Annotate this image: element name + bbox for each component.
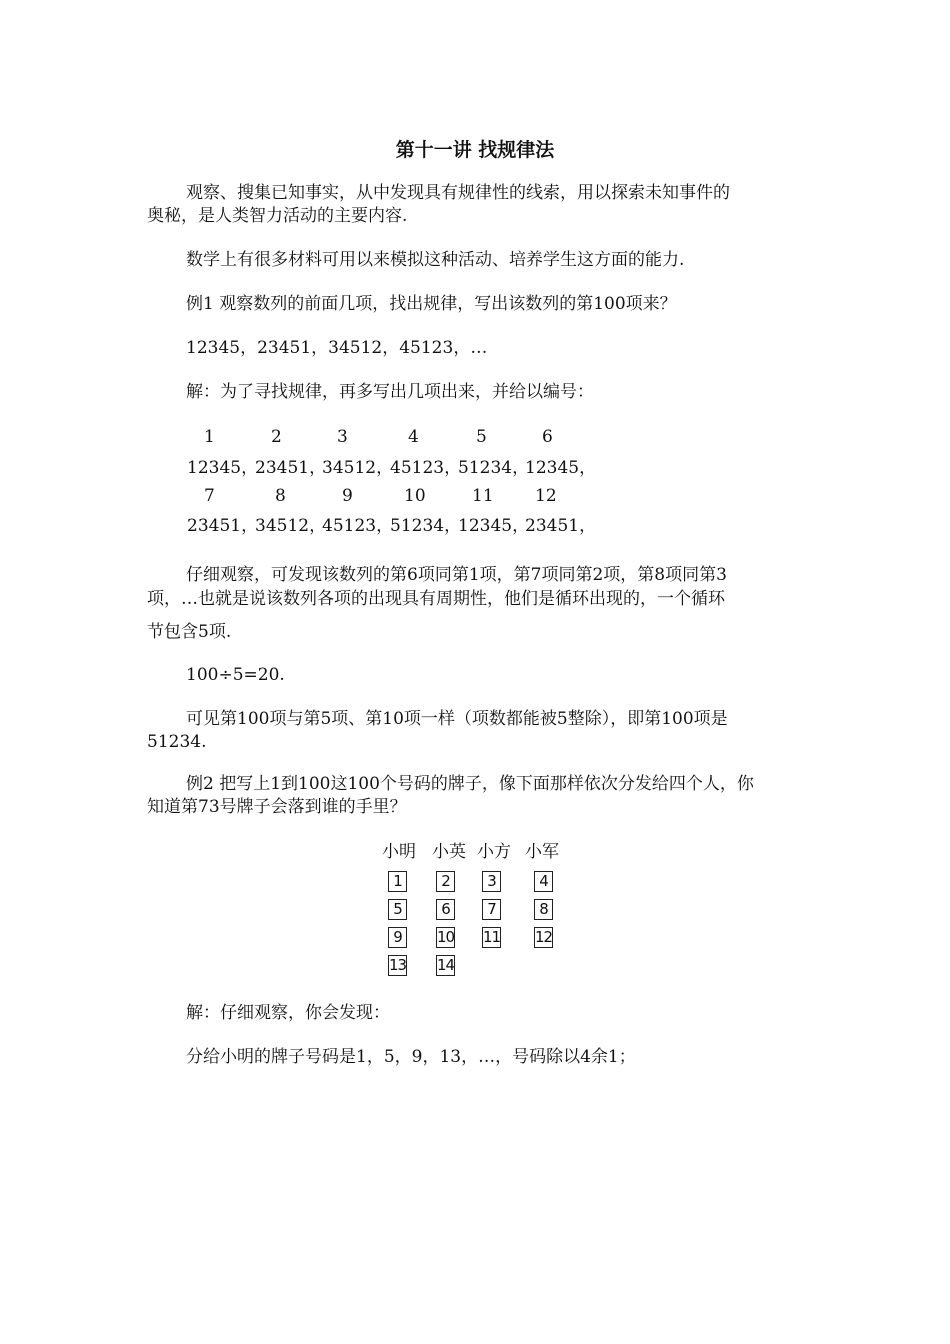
index-row-1 [0, 429, 950, 449]
card: 12 [535, 928, 553, 946]
index: 7 [204, 486, 215, 506]
paragraph-2: 数学上有很多材料可用以来模拟这种活动、培养学生这方面的能力. [186, 250, 685, 270]
card: 11 [483, 928, 501, 946]
index: 10 [404, 486, 426, 506]
example-2-line-last: 分给小明的牌子号码是1，5，9，13，…，号码除以4余1； [186, 1047, 636, 1067]
term: 45123， [322, 516, 394, 536]
example-2-solution: 解：仔细观察，你会发现： [186, 1003, 390, 1023]
index: 4 [408, 427, 419, 447]
term: 45123， [390, 458, 462, 478]
card: 3 [482, 871, 501, 892]
card: 1 [388, 871, 407, 892]
term: 34512， [255, 516, 327, 536]
calculation: 100÷5=20. [186, 665, 285, 685]
intro-line-1: 观察、搜集已知事实，从中发现具有规律性的线索，用以探索未知事件的 [186, 183, 730, 203]
name-xiaofang: 小方 [477, 842, 511, 862]
card: 6 [436, 899, 455, 920]
name-xiaoming: 小明 [382, 842, 416, 862]
term: 51234， [458, 458, 530, 478]
term-row-1 [0, 460, 950, 480]
example-1-solution: 解：为了寻找规律，再多写出几项出来，并给以编号： [186, 382, 594, 402]
conclusion-line-2: 51234. [147, 732, 207, 752]
card: 13 [389, 956, 407, 974]
observation-line-1: 仔细观察，可发现该数列的第6项同第1项，第7项同第2项，第8项同第3 [186, 565, 727, 585]
card: 2 [436, 871, 455, 892]
example-2-question-line-1: 例2 把写上1到100这100个号码的牌子，像下面那样依次分发给四个人，你 [186, 774, 754, 794]
index-row-2 [0, 488, 950, 508]
term: 51234， [390, 516, 462, 536]
name-xiaojun: 小军 [525, 842, 559, 862]
name-xiaoying: 小英 [432, 842, 466, 862]
observation-line-2: 项，…也就是说该数列各项的出现具有周期性，他们是循环出现的，一个循环 [147, 589, 725, 609]
example-2-question-line-2: 知道第73号牌子会落到谁的手里？ [147, 797, 407, 817]
card: 5 [388, 899, 407, 920]
term: 23451， [525, 516, 597, 536]
index: 9 [342, 486, 353, 506]
card: 4 [534, 871, 553, 892]
conclusion-line-1: 可见第100项与第5项、第10项一样（项数都能被5整除），即第100项是 [186, 709, 728, 729]
card: 7 [482, 899, 501, 920]
observation-line-3: 节包含5项. [147, 622, 232, 642]
page-title: 第十一讲 找规律法 [395, 139, 555, 161]
term: 34512， [322, 458, 394, 478]
index: 12 [535, 486, 557, 506]
intro-line-2: 奥秘，是人类智力活动的主要内容. [147, 206, 408, 226]
index: 3 [337, 427, 348, 447]
card: 10 [437, 928, 455, 946]
index: 2 [271, 427, 282, 447]
card: 9 [388, 927, 407, 948]
term: 12345， [187, 458, 259, 478]
term: 12345， [525, 458, 597, 478]
term: 23451， [255, 458, 327, 478]
card: 8 [534, 899, 553, 920]
index: 8 [275, 486, 286, 506]
example-1-sequence: 12345，23451，34512，45123，… [186, 338, 488, 358]
card: 14 [437, 956, 455, 974]
index: 5 [476, 427, 487, 447]
example-1-question: 例1 观察数列的前面几项，找出规律，写出该数列的第100项来？ [186, 294, 677, 314]
term: 12345， [458, 516, 530, 536]
term: 23451， [187, 516, 259, 536]
index: 6 [542, 427, 553, 447]
index: 11 [472, 486, 494, 506]
index: 1 [204, 427, 215, 447]
term-row-2 [0, 518, 950, 538]
